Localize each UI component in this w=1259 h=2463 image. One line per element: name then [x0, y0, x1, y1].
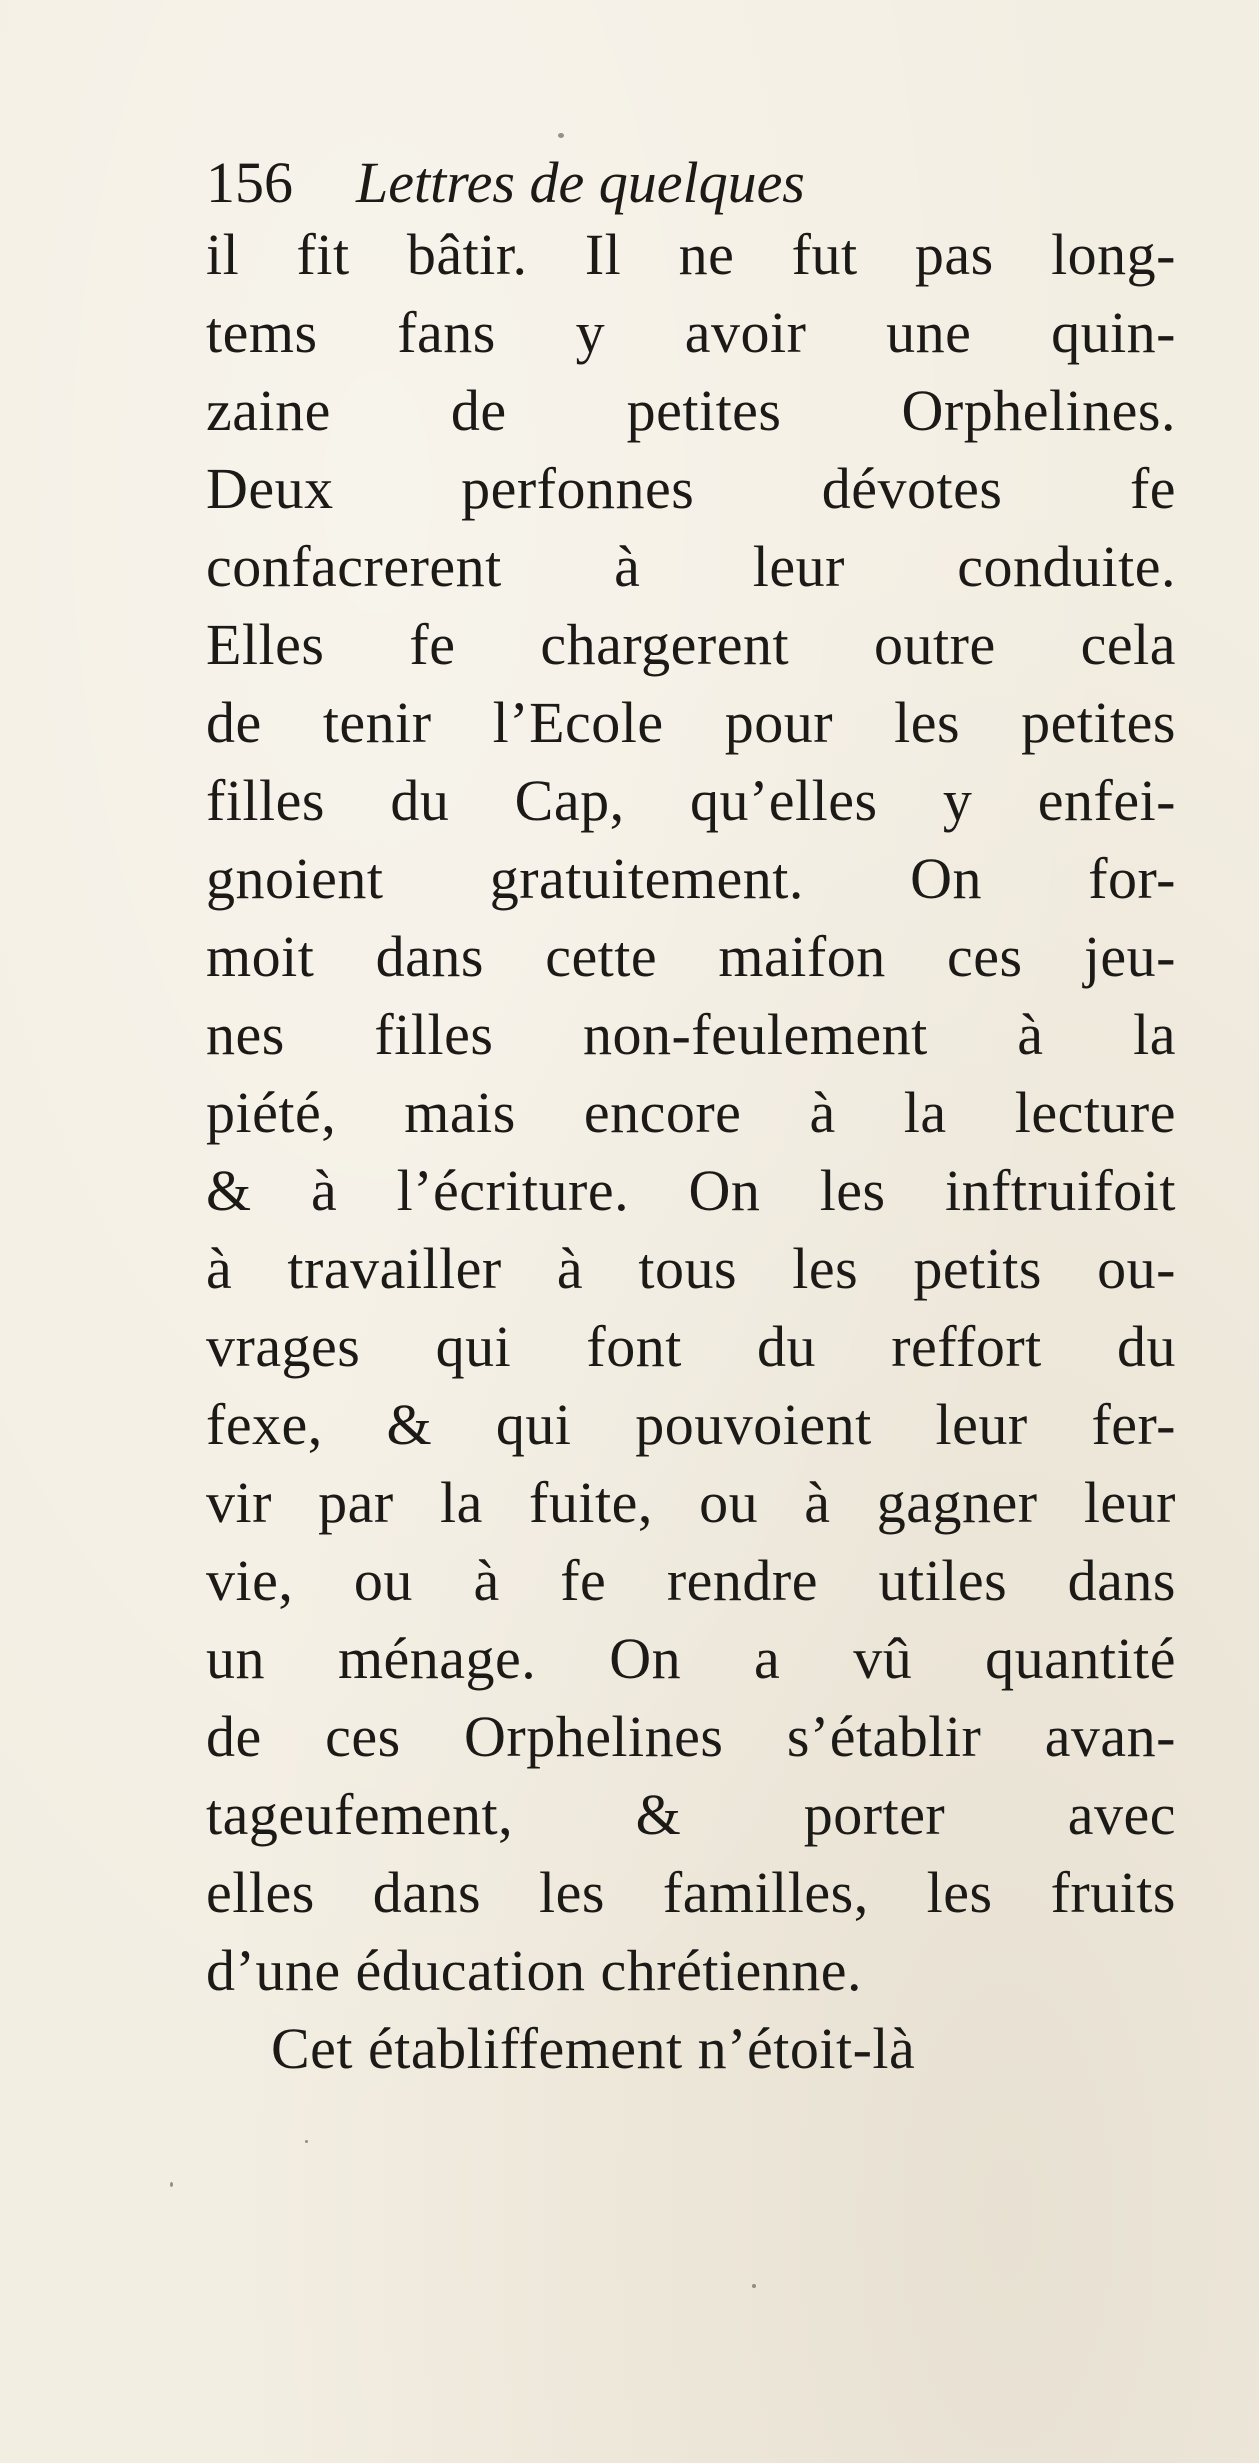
- text-line-22: elles dans les familles, les fruits: [206, 1860, 1176, 1925]
- text-line-2: tems fans y avoir une quin-: [206, 300, 1176, 365]
- paper-speck: [558, 133, 564, 138]
- text-line-16: fexe, & qui pouvoient leur fer-: [206, 1392, 1176, 1457]
- text-line-11: nes filles non-feulement à la: [206, 1002, 1176, 1067]
- text-line-1: il fit bâtir. Il ne fut pas long-: [206, 222, 1176, 287]
- running-head: [206, 148, 1106, 218]
- body-text: [206, 216, 1176, 2088]
- text-line-17: vir par la fuite, ou à gagner leur: [206, 1470, 1176, 1535]
- paper-speck: [305, 2140, 308, 2143]
- text-line-4: Deux perfonnes dévotes fe: [206, 456, 1176, 521]
- text-line-12: piété, mais encore à la lecture: [206, 1080, 1176, 1145]
- text-line-18: vie, ou à fe rendre utiles dans: [206, 1548, 1176, 1613]
- paper-speck: [752, 2284, 756, 2288]
- text-line-20: de ces Orphelines s’établir avan-: [206, 1704, 1176, 1769]
- running-title: Lettres de quelques: [356, 150, 805, 215]
- page-number: 156: [206, 150, 293, 215]
- text-line-9: gnoient gratuitement. On for-: [206, 846, 1176, 911]
- text-line-8: filles du Cap, qu’elles y enfei-: [206, 768, 1176, 833]
- text-line-24: Cet établiffement n’étoit-là: [271, 2016, 916, 2081]
- text-line-15: vrages qui font du reffort du: [206, 1314, 1176, 1379]
- text-line-14: à travailler à tous les petits ou-: [206, 1236, 1176, 1301]
- text-line-23: d’une éducation chrétienne.: [206, 1938, 863, 2003]
- paper-speck: [170, 2182, 173, 2187]
- text-line-6: Elles fe chargerent outre cela: [206, 612, 1176, 677]
- text-line-21: tageufement, & porter avec: [206, 1782, 1176, 1847]
- text-line-3: zaine de petites Orphelines.: [206, 378, 1176, 443]
- text-line-7: de tenir l’Ecole pour les petites: [206, 690, 1176, 755]
- text-line-10: moit dans cette maifon ces jeu-: [206, 924, 1176, 989]
- text-line-19: un ménage. On a vû quantité: [206, 1626, 1176, 1691]
- text-line-13: & à l’écriture. On les inftruifoit: [206, 1158, 1176, 1223]
- text-line-5: confacrerent à leur conduite.: [206, 534, 1176, 599]
